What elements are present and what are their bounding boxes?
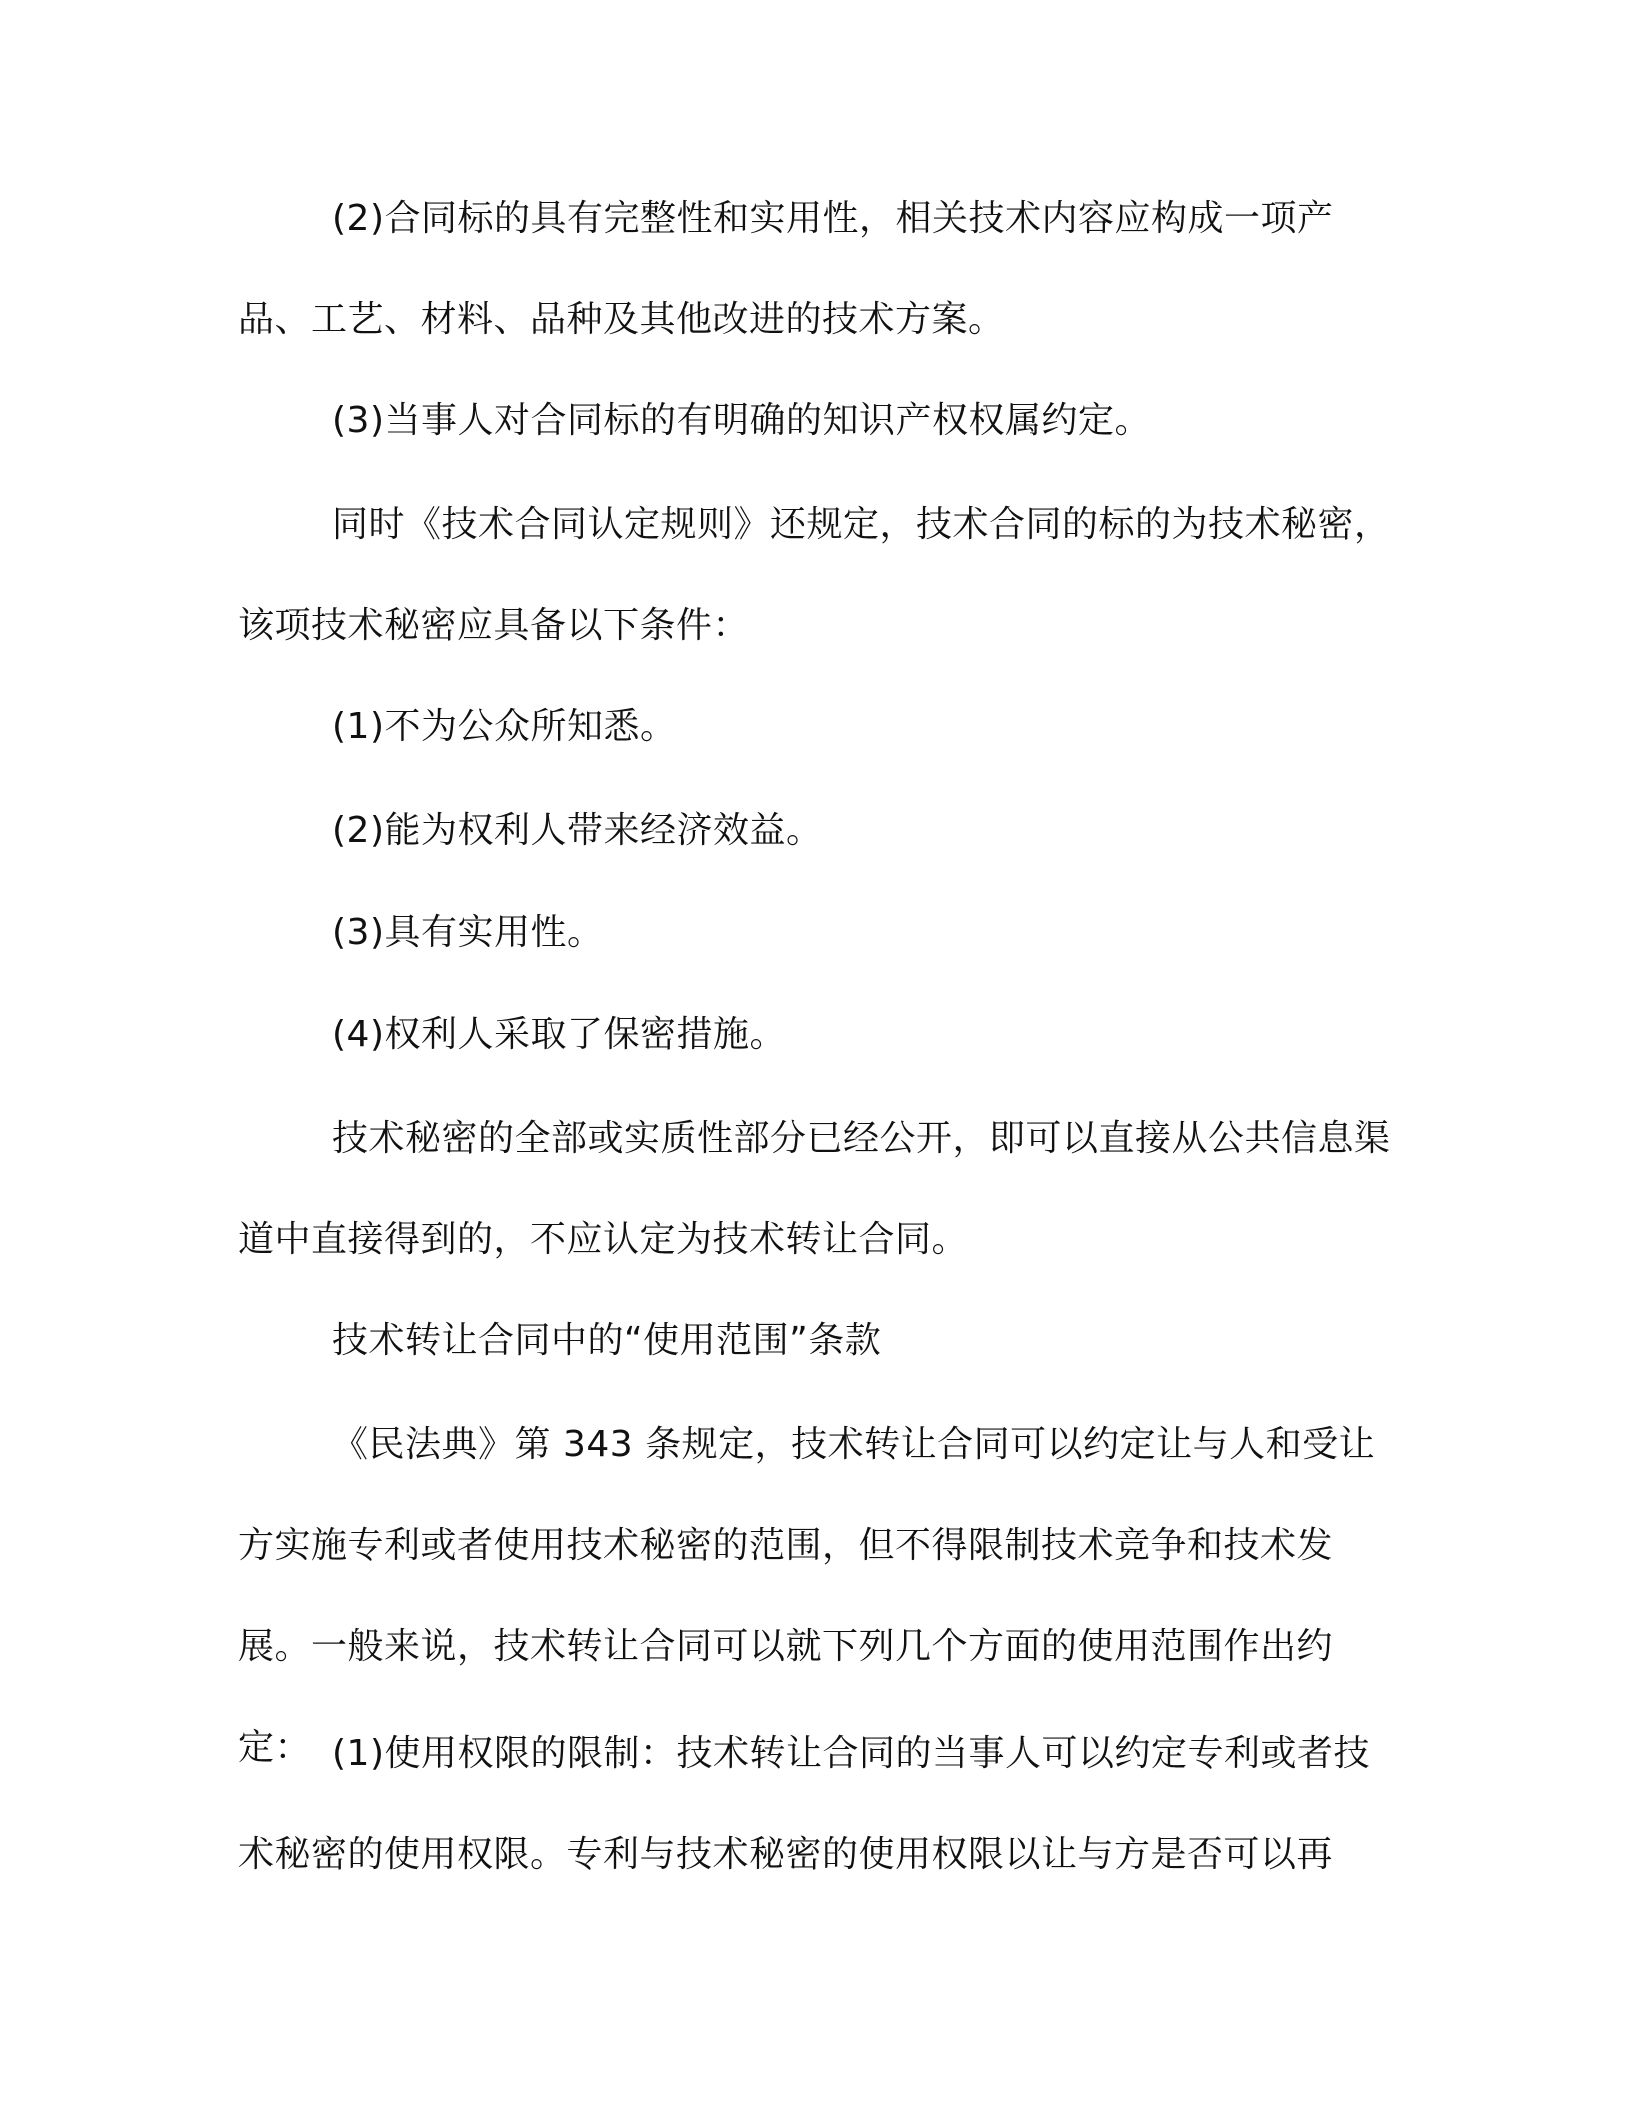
paragraph-usage-permission-limit: (1)使用权限的限制：技术转让合同的当事人可以约定专利或者技术秘密的使用权限。专利与技术秘密的使用权限以让与方是否可以再	[238, 1733, 1370, 1875]
paragraph-ip-ownership: (3)当事人对合同标的有明确的知识产权权属约定。	[332, 400, 1151, 441]
paragraph-tech-secret-conditions-intro: 同时《技术合同认定规则》还规定，技术合同的标的为技术秘密，该项技术秘密应具备以下条件：	[238, 504, 1391, 646]
paragraph-condition-not-public: (1)不为公众所知悉。	[332, 706, 677, 747]
paragraph-condition-confidentiality: (4)权利人采取了保密措施。	[332, 1014, 786, 1055]
paragraph-contract-subject-completeness: (2)合同标的具有完整性和实用性，相关技术内容应构成一项产品、工艺、材料、品种及其他改进的技术方案。	[238, 198, 1334, 340]
section-heading-usage-scope: 技术转让合同中的“使用范围”条款	[332, 1320, 882, 1361]
paragraph-condition-practicality: (3)具有实用性。	[332, 912, 604, 953]
paragraph-disclosed-secret: 技术秘密的全部或实质性部分已经公开，即可以直接从公共信息渠道中直接得到的，不应认定为技术转让合同。	[238, 1118, 1391, 1260]
paragraph-condition-economic-benefit: (2)能为权利人带来经济效益。	[332, 810, 823, 851]
paragraph-civil-code-343: 《民法典》第 343 条规定，技术转让合同可以约定让与人和受让方实施专利或者使用技术秘密的范围，但不得限制技术竞争和技术发展。一般来说，技术转让合同可以就下列几个方面的使用范围作出约定：	[238, 1424, 1376, 1768]
